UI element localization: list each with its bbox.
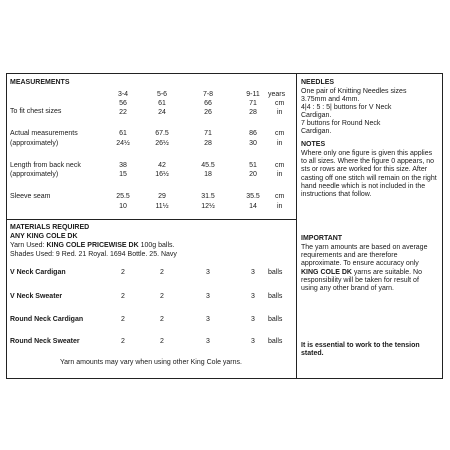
section-divider xyxy=(6,219,296,220)
size-header: 7-8 xyxy=(202,91,214,98)
in-value: 24½ xyxy=(116,140,130,147)
in-value: 12½ xyxy=(201,203,215,210)
ball-count: 2 xyxy=(160,338,164,345)
needles-text: 4|4 : 5 : 5| buttons for V Neck xyxy=(301,104,392,111)
in-value: 10 xyxy=(119,203,127,210)
tension-note: It is essential to work to the tension stated. xyxy=(301,342,420,358)
cm-value: 67.5 xyxy=(155,130,169,137)
yarn-footnote: Yarn amounts may vary when using other King Cole yarns. xyxy=(60,359,242,366)
in-value: 15 xyxy=(119,171,127,178)
ball-count: 3 xyxy=(206,316,210,323)
unit-in: in xyxy=(277,203,283,210)
ball-count: 2 xyxy=(160,269,164,276)
cm-value: 35.5 xyxy=(246,193,260,200)
garment-label: Round Neck Sweater xyxy=(10,338,80,345)
needles-text: One pair of Knitting Needles sizes xyxy=(301,88,407,95)
years-label: years xyxy=(268,91,286,98)
in-value: 28 xyxy=(204,140,212,147)
row-label: (approximately) xyxy=(10,140,59,147)
in-value: 30 xyxy=(249,140,257,147)
ball-count: 3 xyxy=(206,269,210,276)
in-value: 26 xyxy=(204,109,212,116)
row-label: (approximately) xyxy=(10,171,59,178)
ball-count: 3 xyxy=(206,338,210,345)
cm-value: 29 xyxy=(158,193,166,200)
in-value: 11½ xyxy=(155,203,169,210)
garment-label: V Neck Sweater xyxy=(10,293,63,300)
garment-label: V Neck Cardigan xyxy=(10,269,66,276)
column-divider xyxy=(296,73,297,379)
notes-text: Where only one figure is given this applies to all sizes. Where the figure 0 appears, no sts or rows are worked for this size. After casting off one stitch will remain on the right hand needle which is not included in the instructions that follow. xyxy=(301,150,437,199)
garment-label: Round Neck Cardigan xyxy=(10,316,84,323)
ball-count: 2 xyxy=(121,293,125,300)
unit-balls: balls xyxy=(268,269,283,276)
in-value: 18 xyxy=(204,171,212,178)
cm-value: 66 xyxy=(204,100,212,107)
size-header: 5-6 xyxy=(156,91,168,98)
size-header: 9-11 xyxy=(246,91,260,98)
needles-text: 7 buttons for Round Neck xyxy=(301,120,381,127)
unit-balls: balls xyxy=(268,293,283,300)
in-value: 14 xyxy=(249,203,257,210)
important-text: The yarn amounts are based on average requirements and are therefore approximate. To ensure accuracy only KING COLE DK yarns are suitable. No responsibility will be taken for result of using any other brand of yarn. xyxy=(301,244,428,293)
in-value: 20 xyxy=(249,171,257,178)
in-value: 22 xyxy=(119,109,127,116)
ball-count: 3 xyxy=(251,338,255,345)
cm-value: 56 xyxy=(119,100,127,107)
ball-count: 3 xyxy=(206,293,210,300)
needles-text: Cardigan. xyxy=(301,128,332,135)
cm-value: 71 xyxy=(249,100,257,107)
ball-count: 3 xyxy=(251,293,255,300)
cm-value: 42 xyxy=(158,162,166,169)
measurements-heading: MEASUREMENTS xyxy=(10,79,70,86)
shades-line: Shades Used: 9 Red. 21 Royal. 1694 Bottle. 25. Navy xyxy=(10,251,177,258)
unit-balls: balls xyxy=(268,316,283,323)
materials-subheading: ANY KING COLE DK xyxy=(10,233,78,240)
cm-value: 45.5 xyxy=(201,162,215,169)
row-label: To fit chest sizes xyxy=(10,108,62,115)
ball-count: 3 xyxy=(251,316,255,323)
materials-heading: MATERIALS REQUIRED xyxy=(10,224,90,231)
row-label: Sleeve seam xyxy=(10,193,51,200)
ball-count: 2 xyxy=(121,338,125,345)
unit-in: in xyxy=(277,140,283,147)
important-heading: IMPORTANT xyxy=(301,235,343,242)
needles-heading: NEEDLES xyxy=(301,79,335,86)
ball-count: 2 xyxy=(121,316,125,323)
unit-cm: cm xyxy=(275,100,285,107)
needles-text: Cardigan. xyxy=(301,112,332,119)
cm-value: 25.5 xyxy=(116,193,130,200)
cm-value: 86 xyxy=(249,130,257,137)
yarn-used-line: Yarn Used: KING COLE PRICEWISE DK 100g balls. xyxy=(10,242,175,249)
ball-count: 2 xyxy=(160,316,164,323)
cm-value: 31.5 xyxy=(201,193,215,200)
in-value: 24 xyxy=(158,109,166,116)
cm-value: 61 xyxy=(119,130,127,137)
in-value: 16½ xyxy=(155,171,169,178)
needles-text: 3.75mm and 4mm. xyxy=(301,96,360,103)
unit-cm: cm xyxy=(275,193,285,200)
in-value: 28 xyxy=(249,109,257,116)
unit-in: in xyxy=(277,109,283,116)
row-label: Length from back neck xyxy=(10,162,81,169)
cm-value: 61 xyxy=(158,100,166,107)
cm-value: 38 xyxy=(119,162,127,169)
notes-heading: NOTES xyxy=(301,141,326,148)
cm-value: 51 xyxy=(249,162,257,169)
unit-cm: cm xyxy=(275,130,285,137)
ball-count: 3 xyxy=(251,269,255,276)
unit-in: in xyxy=(277,171,283,178)
in-value: 26½ xyxy=(155,140,169,147)
unit-cm: cm xyxy=(275,162,285,169)
size-header: 3-4 xyxy=(117,91,129,98)
ball-count: 2 xyxy=(121,269,125,276)
cm-value: 71 xyxy=(204,130,212,137)
ball-count: 2 xyxy=(160,293,164,300)
unit-balls: balls xyxy=(268,338,283,345)
row-label: Actual measurements xyxy=(10,130,78,137)
